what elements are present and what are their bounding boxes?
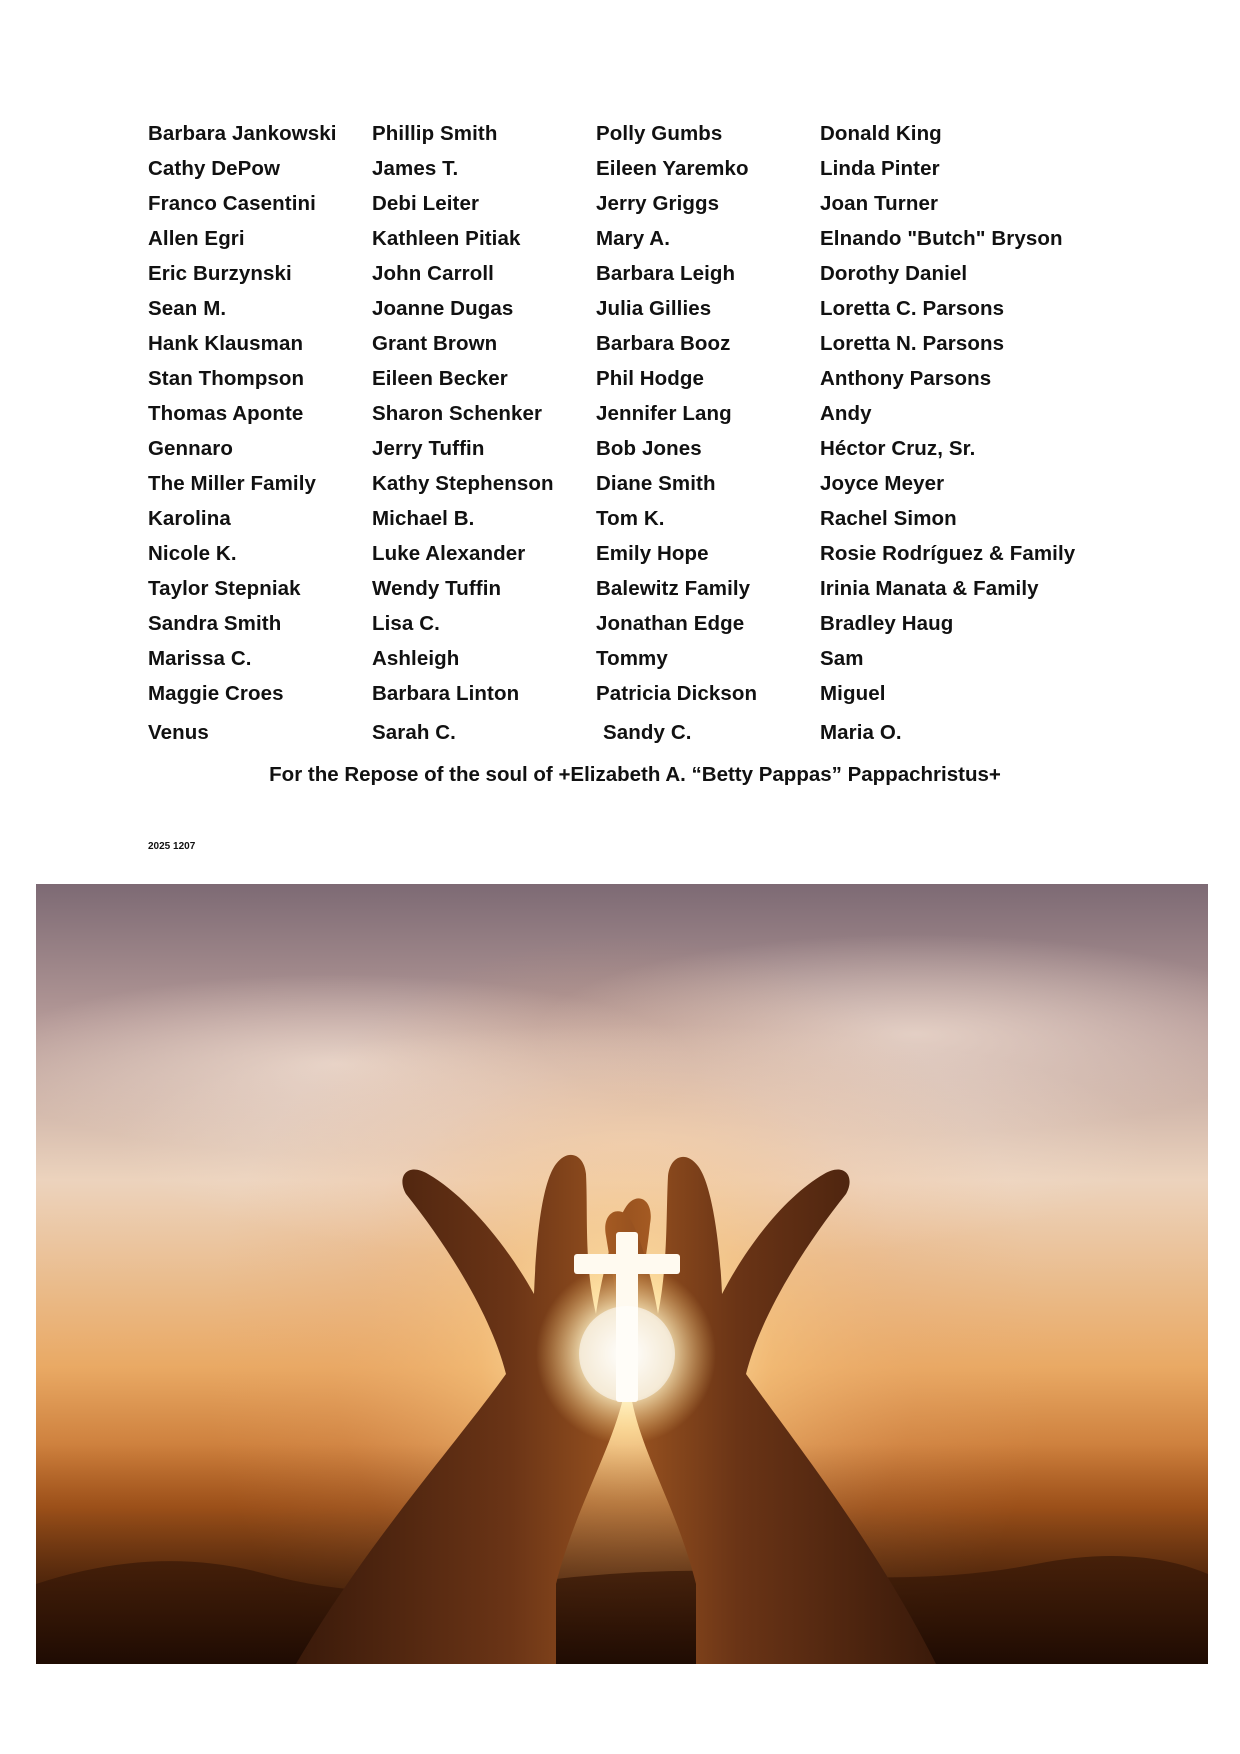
name-entry: Sharon Schenker <box>372 402 543 425</box>
name-entry: Julia Gillies <box>596 297 712 320</box>
name-entry: Rosie Rodríguez & Family <box>820 542 1076 565</box>
name-entry: Barbara Jankowski <box>148 122 337 145</box>
name-entry: Emily Hope <box>596 542 709 565</box>
name-entry: Phil Hodge <box>596 367 705 390</box>
name-entry: Luke Alexander <box>372 542 526 565</box>
name-entry: Eric Burzynski <box>148 262 292 285</box>
name-entry: Stan Thompson <box>148 367 305 390</box>
name-entry: Donald King <box>820 122 942 145</box>
name-entry: Sam <box>820 647 864 670</box>
name-entry: Thomas Aponte <box>148 402 304 425</box>
name-entry: Elnando "Butch" Bryson <box>820 227 1063 250</box>
name-entry: Jennifer Lang <box>596 402 732 425</box>
name-entry: Taylor Stepniak <box>148 577 301 600</box>
name-entry: Ashleigh <box>372 647 460 670</box>
name-entry: John Carroll <box>372 262 494 285</box>
name-entry: Bradley Haug <box>820 612 954 635</box>
name-entry: Maggie Croes <box>148 682 284 705</box>
name-entry: Barbara Leigh <box>596 262 736 285</box>
name-entry: Joan Turner <box>820 192 939 215</box>
name-entry: Loretta C. Parsons <box>820 297 1005 320</box>
name-entry: Héctor Cruz, Sr. <box>820 437 976 460</box>
name-entry: Eileen Becker <box>372 367 508 390</box>
name-entry: Hank Klausman <box>148 332 304 355</box>
name-entry: Patricia Dickson <box>596 682 758 705</box>
name-entry: Sandy C. <box>603 721 692 744</box>
name-entry: Anthony Parsons <box>820 367 992 390</box>
name-entry: Debi Leiter <box>372 192 480 215</box>
name-entry: Sarah C. <box>372 721 456 744</box>
name-entry: Tom K. <box>596 507 665 530</box>
name-entry: Grant Brown <box>372 332 498 355</box>
name-entry: Eileen Yaremko <box>596 157 749 180</box>
name-entry: Jerry Griggs <box>596 192 720 215</box>
name-entry: Irinia Manata & Family <box>820 577 1039 600</box>
name-entry: Sean M. <box>148 297 227 320</box>
name-entry: Jonathan Edge <box>596 612 745 635</box>
name-entry: Lisa C. <box>372 612 440 635</box>
name-entry: Barbara Linton <box>372 682 520 705</box>
name-entry: Cathy DePow <box>148 157 281 180</box>
name-entry: Allen Egri <box>148 227 245 250</box>
name-entry: Linda Pinter <box>820 157 940 180</box>
name-entry: Barbara Booz <box>596 332 731 355</box>
name-entry: Michael B. <box>372 507 475 530</box>
name-entry: Kathleen Pitiak <box>372 227 521 250</box>
name-entry: Venus <box>148 721 209 744</box>
name-entry: Rachel Simon <box>820 507 957 530</box>
name-entry: Polly Gumbs <box>596 122 723 145</box>
name-entry: Sandra Smith <box>148 612 282 635</box>
name-entry: Phillip Smith <box>372 122 498 145</box>
name-entry: Andy <box>820 402 872 425</box>
name-entry: Jerry Tuffin <box>372 437 485 460</box>
name-entry: Maria O. <box>820 721 902 744</box>
name-entry: Mary A. <box>596 227 670 250</box>
name-entry: Balewitz Family <box>596 577 751 600</box>
name-entry: Bob Jones <box>596 437 702 460</box>
name-entry: Diane Smith <box>596 472 716 495</box>
name-entry: Loretta N. Parsons <box>820 332 1005 355</box>
name-entry: Nicole K. <box>148 542 237 565</box>
date-code: 2025 1207 <box>148 841 196 852</box>
praying-hands-cross-photo <box>36 884 1208 1664</box>
name-entry: Gennaro <box>148 437 233 460</box>
name-entry: Joyce Meyer <box>820 472 945 495</box>
name-entry: The Miller Family <box>148 472 317 495</box>
name-entry: Kathy Stephenson <box>372 472 554 495</box>
name-entry: Karolina <box>148 507 231 530</box>
name-entry: Marissa C. <box>148 647 252 670</box>
name-entry: James T. <box>372 157 459 180</box>
name-entry: Franco Casentini <box>148 192 316 215</box>
name-entry: Dorothy Daniel <box>820 262 968 285</box>
name-entry: Wendy Tuffin <box>372 577 502 600</box>
names-grid <box>148 122 1108 752</box>
name-entry: Miguel <box>820 682 886 705</box>
name-entry: Joanne Dugas <box>372 297 514 320</box>
dedication-line: For the Repose of the soul of +Elizabeth A. “Betty Pappas” Pappachristus+ <box>269 763 1001 786</box>
name-entry: Tommy <box>596 647 668 670</box>
